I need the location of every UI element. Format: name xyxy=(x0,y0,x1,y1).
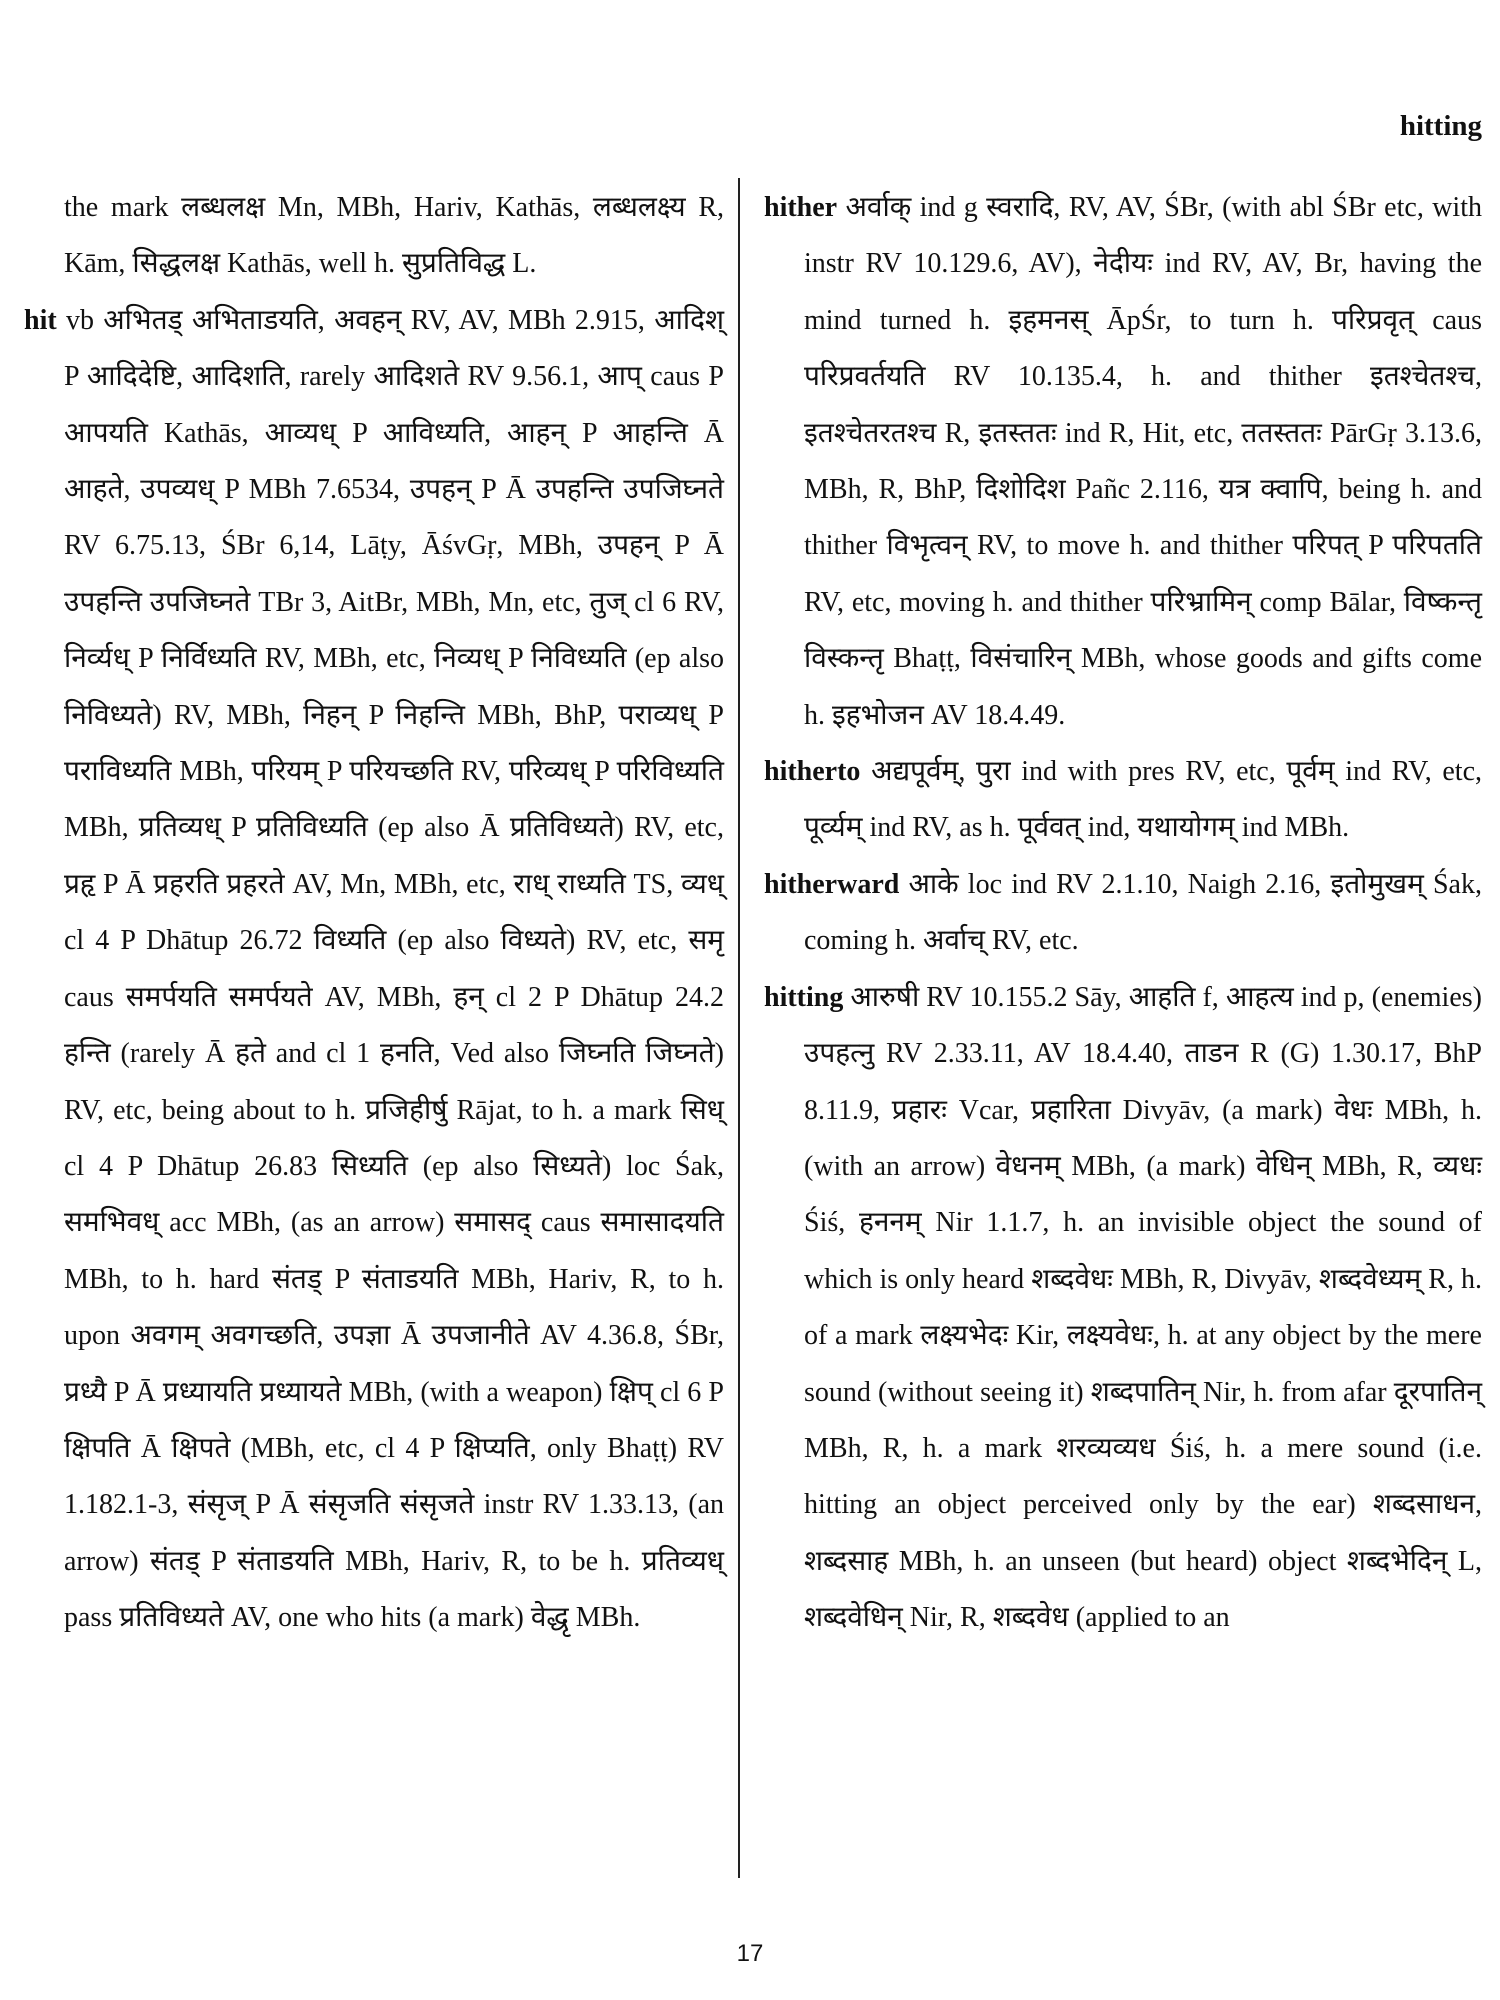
column-divider xyxy=(738,178,740,1878)
entry-headword: hither xyxy=(764,192,838,223)
dictionary-entry-hitherto xyxy=(764,744,1482,857)
entry-body: vb अभितड् अभिताडयति, अवहन् RV, AV, MBh 2.915, आदिश् P आदिदेष्टि, आदिशति, rarely आदिशते RV 9.56.1, आप् caus P आपयति Kathās, आव्यध् P आविध्यति, आहन् P आहन्ति Ā आहते, उपव्यध् P MBh 7.6534, उपहन् P Ā उपहन्ति उपजिघ्नते RV 6.75.13, ŚBr 6,14, Lāṭy, ĀśvGṛ, MBh, उपहन् P Ā उपहन्ति उपजिघ्नते TBr 3, AitBr, MBh, Mn, etc, तुज् cl 6 RV, निर्व्यध् P निर्विध्यति RV, MBh, etc, निव्यध् P निविध्यति (ep also निविध्यते) RV, MBh, निहन् P निहन्ति MBh, BhP, पराव्यध् P पराविध्यति MBh, परियम् P परियच्छति RV, परिव्यध् P परिविध्यति MBh, प्रतिव्यध् P प्रतिविध्यति (ep also Ā प्रतिविध्यते) RV, etc, प्रहृ P Ā प्रहरति प्रहरते AV, Mn, MBh, etc, राध् राध्यति TS, व्यध् cl 4 P Dhātup 26.72 विध्यति (ep also विध्यते) RV, etc, समृ caus समर्पयति समर्पयते AV, MBh, हन् cl 2 P Dhātup 24.2 हन्ति (rarely Ā हते and cl 1 हनति, Ved also जिघ्नति जिघ्नते) RV, etc, being about to h. प्रजिहीर्षु Rājat, to h. a mark सिध् cl 4 P Dhātup 26.83 सिध्यति (ep also सिध्यते) loc Śak, समभिवध् acc MBh, (as an arrow) समासद् caus समासादयति MBh, to h. hard संतड् P संताडयति MBh, Hariv, R, to h. upon अवगम् अवगच्छति, उपज्ञा Ā उपजानीते AV 4.36.8, ŚBr, प्रध्यै P Ā प्रध्यायति प्रध्यायते MBh, (with a weapon) क्षिप् cl 6 P क्षिपति Ā क्षिपते (MBh, etc, cl 4 P क्षिप्यति, only Bhaṭṭ) RV 1.182.1-3, संसृज् P Ā संसृजति संसृजते instr RV 1.33.13, (an arrow) संतड् P संताडयति MBh, Hariv, R, to be h. प्रतिव्यध् pass प्रतिविध्यते AV, one who hits (a mark) वेद्धृ MBh. xyxy=(56,304,724,1634)
entry-headword: hit xyxy=(24,304,57,336)
dictionary-entry-hit xyxy=(24,293,724,1647)
entry-body: अद्यपूर्वम्, पुरा ind with pres RV, etc, पूर्वम् ind RV, etc, पूर्व्यम् ind RV, as h. पूर्ववत् ind, यथायोगम् ind MBh. xyxy=(804,756,1482,844)
dictionary-entry-hither xyxy=(764,180,1482,744)
page-number: 17 xyxy=(736,1940,764,1967)
entry-headword: hitting xyxy=(764,981,844,1013)
running-header-word: hitting xyxy=(1399,110,1482,142)
dictionary-entry-hitherward xyxy=(764,857,1482,970)
right-column xyxy=(764,180,1482,1647)
entry-body: अर्वाक् ind g स्वरादि, RV, AV, ŚBr, (with abl ŚBr etc, with instr RV 10.129.6, AV), नेदीयः ind RV, AV, Br, having the mind turned h. इहमनस् ĀpŚr, to turn h. परिप्रवृत् caus परिप्रवर्तयति RV 10.135.4, h. and thither इतश्चेतश्च, इतश्चेतरतश्च R, इतस्ततः ind R, Hit, etc, ततस्ततः PārGṛ 3.13.6, MBh, R, BhP, दिशोदिश Pañc 2.116, यत्र क्वापि, being h. and thither विभृत्वन् RV, to move h. and thither परिपत् P परिपतति RV, etc, moving h. and thither परिभ्रामिन् comp Bālar, विष्कन्तृ विस्कन्तृ Bhaṭṭ, विसंचारिन् MBh, whose goods and gifts come h. इहभोजन AV 18.4.49. xyxy=(804,192,1482,731)
entry-body: आरुषी RV 10.155.2 Sāy, आहति f, आहत्य ind p, (enemies) उपहत्नु RV 2.33.11, AV 18.4.40, ताडन R (G) 1.30.17, BhP 8.11.9, प्रहारः Vcar, प्रहारिता Divyāv, (a mark) वेधः MBh, h. (with an arrow) वेधनम् MBh, (a mark) वेधिन् MBh, R, व्यधः Śiś, हननम् Nir 1.1.7, h. an invisible object the sound of which is only heard शब्दवेधः MBh, R, Divyāv, शब्दवेध्यम् R, h. of a mark लक्ष्यभेदः Kir, लक्ष्यवेधः, h. at any object by the mere sound (without seeing it) शब्दपातिन् Nir, h. from afar दूरपातिन् MBh, R, h. a mark शरव्यव्यध Śiś, h. a mere sound (i.e. hitting an object perceived only by the ear) शब्दसाधन, शब्दसाह MBh, h. an unseen (but heard) object शब्दभेदिन् L, शब्दवेधिन् Nir, R, शब्दवेध (applied to an xyxy=(804,981,1482,1634)
entry-headword: hitherward xyxy=(764,868,900,900)
left-column xyxy=(24,180,724,1647)
entry-body: आके loc ind RV 2.1.10, Naigh 2.16, इतोमुखम् Śak, coming h. अर्वाच् RV, etc. xyxy=(804,868,1482,957)
entry-headword: hitherto xyxy=(764,756,861,788)
continued-entry-text: the mark लब्धलक्ष Mn, MBh, Hariv, Kathās, लब्धलक्ष्य R, Kām, सिद्धलक्ष Kathās, well h. सुप्रतिविद्ध L. xyxy=(64,192,724,280)
dictionary-entry-hitting xyxy=(764,970,1482,1647)
